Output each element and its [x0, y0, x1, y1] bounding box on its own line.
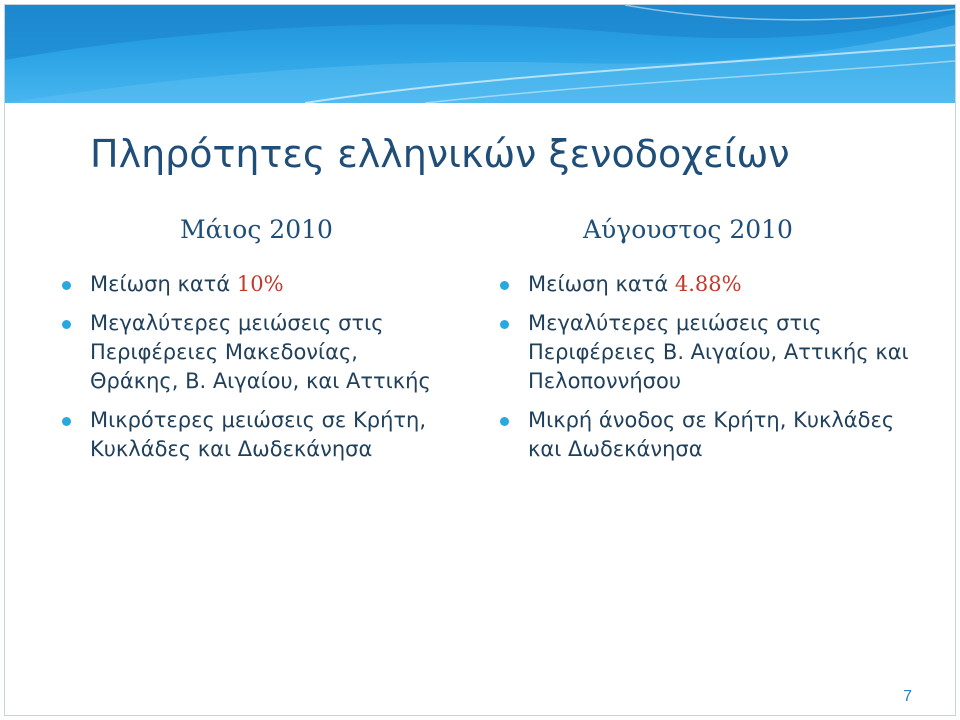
list-item	[62, 309, 432, 396]
list-item	[62, 406, 432, 464]
list-item	[500, 406, 910, 464]
bullet-text: Μικρή άνοδος σε Κρήτη, Κυκλάδες και Δωδεκάνησα	[528, 408, 895, 461]
bullet-text: Μείωση κατά	[528, 272, 675, 296]
bullet-dot-icon	[500, 417, 509, 426]
bullet-dot-icon	[500, 281, 509, 290]
wave-decoration	[5, 5, 955, 103]
bullet-dot-icon	[62, 417, 71, 426]
list-item	[500, 270, 910, 299]
left-column-heading: Μάιος 2010	[180, 215, 333, 244]
bullet-dot-icon	[500, 320, 509, 329]
bullet-accent-value: 4.88%	[674, 272, 742, 296]
slide-title: Πληρότητες ελληνικών ξενοδοχείων	[90, 132, 790, 176]
bullet-text: Μικρότερες μειώσεις σε Κρήτη, Κυκλάδες και Δωδεκάνησα	[90, 408, 426, 461]
left-bullet-list	[62, 270, 432, 474]
bullet-dot-icon	[62, 281, 71, 290]
bullet-accent-value: 10%	[236, 272, 284, 296]
bullet-text: Μείωση κατά	[90, 272, 237, 296]
list-item	[62, 270, 432, 299]
list-item	[500, 309, 910, 396]
page-number: 7	[903, 688, 912, 705]
header-band	[5, 5, 955, 103]
right-column-heading: Αύγουστος 2010	[583, 215, 793, 244]
right-bullet-list	[500, 270, 910, 474]
bullet-text: Μεγαλύτερες μειώσεις στις Περιφέρειες Μακεδονίας, Θράκης, Β. Αιγαίου, και Αττικής	[90, 311, 431, 393]
bullet-text: Μεγαλύτερες μειώσεις στις Περιφέρειες Β. Αιγαίου, Αττικής και Πελοποννήσου	[528, 311, 909, 393]
bullet-dot-icon	[62, 320, 71, 329]
